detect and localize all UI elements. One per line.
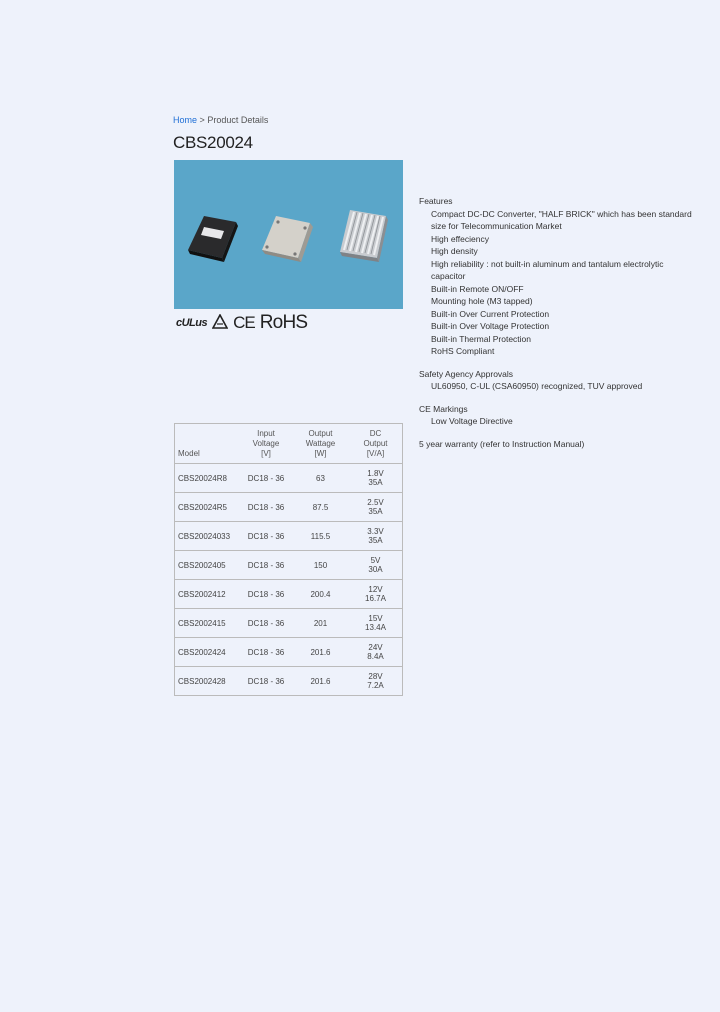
input-cell: DC18 - 36 <box>240 464 292 493</box>
wattage-cell: 150 <box>292 551 349 580</box>
wattage-cell: 201.6 <box>292 667 349 696</box>
header-input-voltage: Input Voltage [V] <box>240 424 292 464</box>
ce-heading: CE Markings <box>419 403 468 414</box>
breadcrumb-current: Product Details <box>207 115 269 125</box>
table-row <box>175 638 403 667</box>
output-cell: 28V 7.2A <box>349 667 403 696</box>
tuv-mark <box>212 314 228 332</box>
breadcrumb-home-link[interactable]: Home <box>173 115 198 125</box>
wattage-cell: 63 <box>292 464 349 493</box>
list-item: Built-in Over Voltage Protection <box>431 321 550 331</box>
list-item: Built-in Remote ON/OFF <box>431 283 524 294</box>
model-spec-table <box>174 423 403 696</box>
list-item: Mounting hole (M3 tapped) <box>431 296 533 306</box>
wattage-cell: 115.5 <box>292 522 349 551</box>
tuv-triangle-icon <box>212 314 228 329</box>
input-cell: DC18 - 36 <box>240 638 292 667</box>
wattage-cell: 201.6 <box>292 638 349 667</box>
header-model: Model <box>175 424 241 464</box>
model-cell: CBS2002415 <box>175 609 241 638</box>
model-cell: CBS2002405 <box>175 551 241 580</box>
output-cell: 2.5V 35A <box>349 493 403 522</box>
page-title: CBS20024 <box>173 133 253 152</box>
ul-mark: cULus <box>176 317 208 329</box>
wattage-cell: 87.5 <box>292 493 349 522</box>
ce-mark: CE <box>233 313 255 332</box>
features-section <box>419 195 699 450</box>
input-cell: DC18 - 36 <box>240 667 292 696</box>
output-cell: 5V 30A <box>349 551 403 580</box>
breadcrumb-separator: > <box>199 115 205 125</box>
input-cell: DC18 - 36 <box>240 580 292 609</box>
header-dc-output: DC Output [V/A] <box>349 424 403 464</box>
heatsink-module <box>340 210 388 262</box>
table-row <box>175 551 403 580</box>
wattage-cell: 201 <box>292 609 349 638</box>
features-list <box>419 208 699 358</box>
list-item: High density <box>431 246 478 256</box>
black-module <box>188 216 238 262</box>
list-item: Low Voltage Directive <box>431 416 513 426</box>
model-cell: CBS20024R8 <box>175 464 241 493</box>
safety-heading: Safety Agency Approvals <box>419 368 514 379</box>
list-item: Compact DC-DC Converter, "HALF BRICK" which has been standard size for Telecommunication Market <box>431 208 692 231</box>
output-cell: 1.8V 35A <box>349 464 403 493</box>
input-cell: DC18 - 36 <box>240 522 292 551</box>
output-cell: 15V 13.4A <box>349 609 403 638</box>
ce-section <box>419 403 699 428</box>
breadcrumb <box>173 115 268 125</box>
table-row <box>175 522 403 551</box>
input-cell: DC18 - 36 <box>240 493 292 522</box>
table-row <box>175 580 403 609</box>
list-item: RoHS Compliant <box>431 346 495 356</box>
list-item: Built-in Over Current Protection <box>431 308 550 319</box>
header-output-wattage: Output Wattage [W] <box>292 424 349 464</box>
output-cell: 3.3V 35A <box>349 522 403 551</box>
table-row <box>175 464 403 493</box>
model-cell: CBS2002424 <box>175 638 241 667</box>
silver-module <box>262 216 313 262</box>
model-cell: CBS20024033 <box>175 522 241 551</box>
model-cell: CBS20024R5 <box>175 493 241 522</box>
table-row <box>175 493 403 522</box>
table-row <box>175 667 403 696</box>
product-modules-illustration <box>174 160 403 309</box>
features-heading: Features <box>419 196 453 206</box>
safety-section <box>419 368 699 393</box>
list-item: Built-in Thermal Protection <box>431 333 531 344</box>
input-cell: DC18 - 36 <box>240 609 292 638</box>
certification-logos <box>176 312 307 334</box>
output-cell: 12V 16.7A <box>349 580 403 609</box>
rohs-mark: RoHS <box>259 312 308 333</box>
model-cell: CBS2002428 <box>175 667 241 696</box>
table-row <box>175 609 403 638</box>
warranty-text: 5 year warranty (refer to Instruction Manual) <box>419 438 585 449</box>
list-item: UL60950, C-UL (CSA60950) recognized, TUV approved <box>431 381 643 391</box>
wattage-cell: 200.4 <box>292 580 349 609</box>
output-cell: 24V 8.4A <box>349 638 403 667</box>
input-cell: DC18 - 36 <box>240 551 292 580</box>
product-photo <box>174 160 403 309</box>
table-header-row <box>175 424 403 464</box>
list-item: High effeciency <box>431 233 489 244</box>
list-item: High reliability : not built-in aluminum and tantalum electrolytic capacitor <box>431 258 664 281</box>
model-cell: CBS2002412 <box>175 580 241 609</box>
